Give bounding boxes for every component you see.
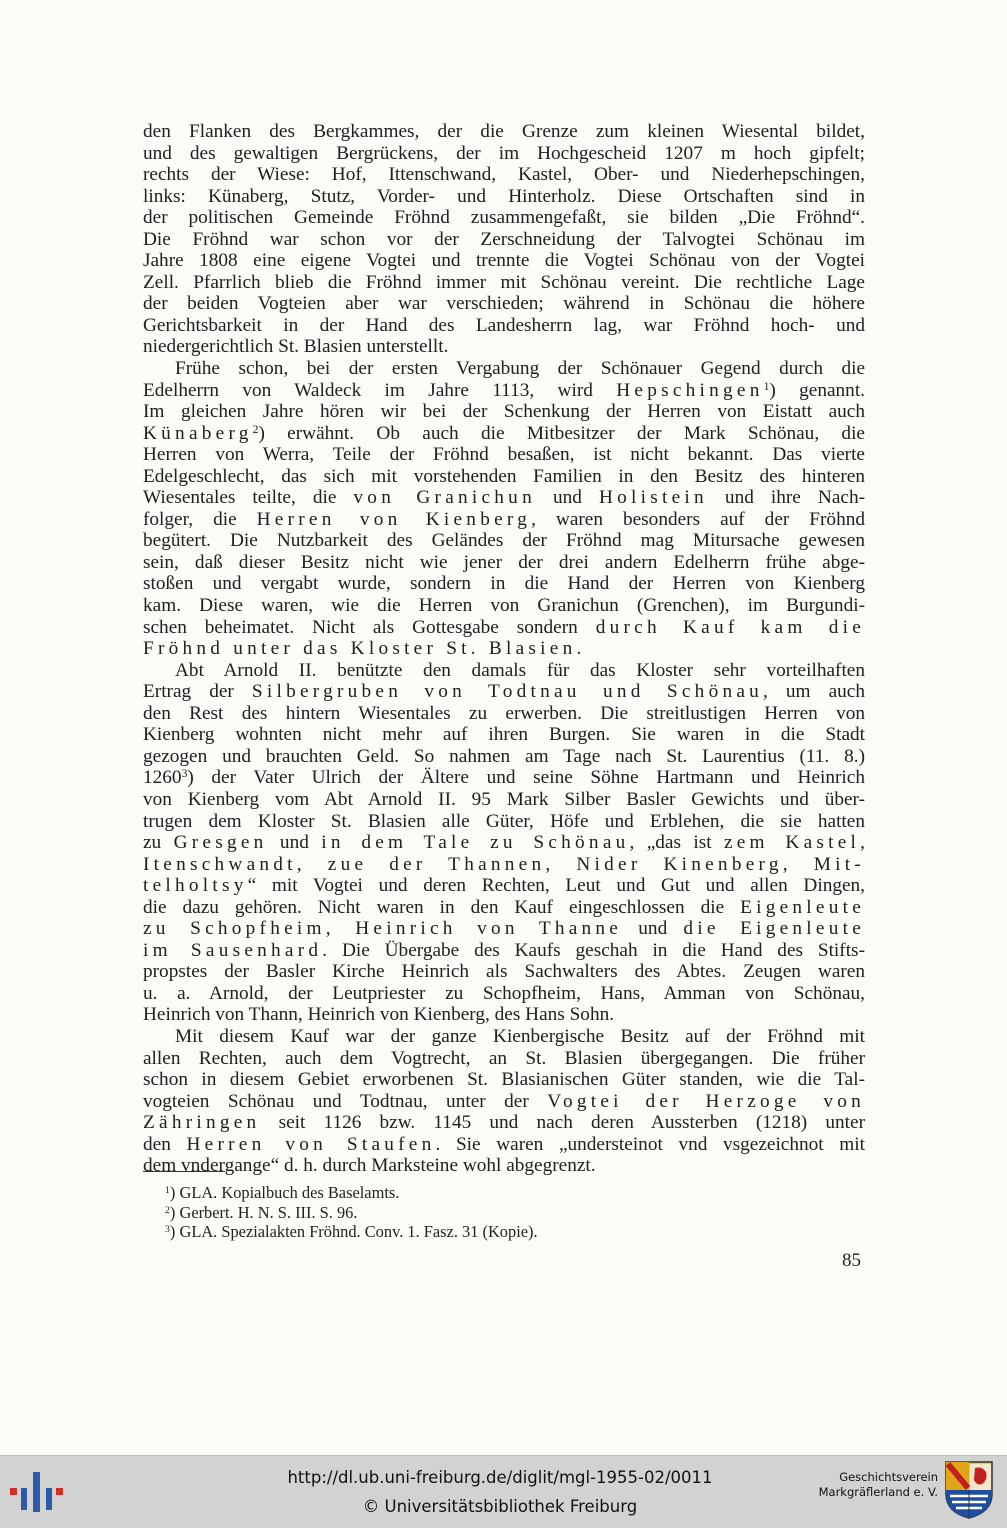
text-run: und des gewaltigen Bergrückens, der im Hochgescheid 1207 m hoch gipfelt; (143, 142, 865, 164)
text-run: , (860, 832, 865, 854)
spaced-emphasis: Holistein (598, 487, 708, 509)
spaced-emphasis: Zähringen (143, 1112, 261, 1134)
text-line (143, 918, 865, 940)
text-run: Edelgeschlecht, das sich mit vorstehenden Familien in den Besitz des hinteren (143, 465, 865, 487)
text-run: . (576, 638, 582, 660)
text-run: Wiesentales teilte, die (143, 487, 354, 509)
text-line (143, 552, 865, 574)
text-line (143, 466, 865, 488)
text-run: vogteien Schönau und Todtnau, unter der (143, 1090, 548, 1112)
text-run: der beiden Vogteien aber war verschieden; während in Schönau die höhere (143, 293, 865, 315)
text-run: Abt Arnold II. benützte den damals für das Kloster sehr vorteilhaften (175, 659, 865, 681)
footnote (165, 1183, 865, 1203)
text-run: den Flanken des Bergkammes, der die Grenze zum kleinen Wiesental bildet, (143, 121, 865, 142)
text-line (143, 530, 865, 552)
text-run: die dazu gehören. Nicht waren in den Kauf eingeschlossen die (143, 896, 741, 918)
spaced-emphasis: Itenschwandt, zue der Thannen, Nider Kinenberg, Mit- (143, 853, 865, 875)
text-run: Im gleichen Jahre hören wir bei der Schenkung der Herren von Eistatt auch (143, 401, 865, 423)
text-run: und (267, 832, 322, 854)
text-line (143, 811, 865, 833)
text-run: ) der Vater Ulrich der Ältere und seine Söhne Hartmann und Heinrich (187, 767, 865, 789)
text-line (143, 875, 865, 897)
footnote (165, 1203, 865, 1223)
text-line (143, 767, 865, 789)
text-run: , um auch (763, 681, 865, 703)
text-run: . Die Übergabe des Kaufs geschah in die Hand des Stifts- (322, 939, 865, 961)
text-run: , „das ist (629, 832, 724, 854)
footnote-rule (143, 1171, 225, 1172)
markgraeflerland-crest-icon[interactable] (944, 1460, 994, 1520)
text-run: dem vndergange“ d. h. durch Marksteine wohl abgegrenzt. (143, 1155, 596, 1177)
text-run: “ mit Vogtei und deren Rechten, Leut und Gut und allen Dingen, (247, 875, 865, 897)
spaced-emphasis: von Granichun (353, 487, 536, 509)
body-text (143, 121, 865, 1177)
footnote-marker: 2 (165, 1204, 170, 1216)
spaced-emphasis: Herren von Kienberg (256, 508, 532, 530)
spaced-emphasis: Gresgen (173, 832, 268, 854)
text-line (143, 703, 865, 725)
spaced-emphasis: Vogtei der Herzoge von (547, 1090, 865, 1112)
footnote-ref[interactable]: 2 (252, 422, 259, 436)
text-line (143, 638, 865, 660)
text-run: Herren von Werra, Teile der Fröhnd besaßen, ist nicht bekannt. Das vierte (143, 444, 865, 466)
spaced-emphasis: die Eigenleute (683, 918, 866, 940)
text-line (143, 1004, 865, 1026)
text-line (143, 509, 865, 531)
text-run: Zell. Pfarrlich blieb die Fröhnd immer mit Schönau vereint. Die rechtliche Lage (143, 271, 865, 293)
text-line (143, 401, 865, 423)
text-line (143, 164, 865, 186)
footnotes (165, 1183, 865, 1242)
text-line (143, 789, 865, 811)
spaced-emphasis: Silbergruben von Todtnau und Schönau (251, 681, 764, 703)
footnote-marker: 3 (165, 1224, 170, 1236)
text-run: Gerichtsbarkeit in der Hand des Landesherrn lag, war Fröhnd hoch- und (143, 314, 865, 336)
text-line (143, 1091, 865, 1113)
text-run: allen Rechten, auch dem Vogtrecht, an St. Blasien übergegangen. Die früher (143, 1047, 865, 1069)
society-name-line1: Geschichtsverein (839, 1470, 938, 1484)
footnote-text: ) GLA. Spezialakten Fröhnd. Conv. 1. Fasz. 31 (Kopie). (169, 1222, 538, 1242)
spaced-emphasis: im Sausenhard (143, 939, 323, 961)
text-run: und (622, 918, 684, 940)
text-run: zu (143, 832, 174, 854)
text-line (143, 444, 865, 466)
spaced-emphasis: Eigenleute (740, 896, 865, 918)
text-line (143, 940, 865, 962)
text-run: und (535, 487, 599, 509)
footnote-marker: 1 (165, 1185, 170, 1197)
text-run: kam. Diese waren, wie die Herren von Granichun (Grenchen), im Burgundi- (143, 595, 865, 617)
text-run: Die Fröhnd war schon vor der Zerschneidung der Talvogtei Schönau im (143, 228, 865, 250)
spaced-emphasis: zu Schopfheim, Heinrich von Thanne (143, 918, 623, 940)
text-line (143, 487, 865, 509)
text-line (143, 1134, 865, 1156)
text-line (143, 121, 865, 143)
text-run: ) genannt. (769, 379, 865, 401)
society-name-line2: Markgräflerland e. V. (818, 1485, 938, 1499)
text-line (143, 186, 865, 208)
text-line (143, 272, 865, 294)
text-run: stoßen und vergabt wurde, sondern in die Hand der Herren von Kienberg (143, 573, 865, 595)
spaced-emphasis: durch Kauf kam die (595, 616, 866, 638)
text-run: Jahre 1808 eine eigene Vogtei und trennte die Vogtei Schönau von der Vogtei (143, 250, 865, 272)
text-run: den (143, 1133, 187, 1155)
document-url-link[interactable]: http://dl.ub.uni-freiburg.de/diglit/mgl-1955-02/0011 (287, 1468, 713, 1487)
text-line (143, 746, 865, 768)
text-run: links: Künaberg, Stutz, Vorder- und Hinterholz. Diese Ortschaften sind in (143, 185, 865, 207)
text-run: sein, daß dieser Besitz nicht wie jener der drei andern Edelherrn frühe abge- (143, 551, 865, 573)
text-line (143, 983, 865, 1005)
text-run: ) erwähnt. Ob auch die Mitbesitzer der Mark Schönau, die (258, 422, 865, 444)
text-line (143, 724, 865, 746)
text-run: rechts der Wiese: Hof, Ittenschwand, Kastel, Ober- und Niederhepschingen, (143, 164, 865, 186)
text-line (143, 336, 865, 358)
text-line (143, 315, 865, 337)
footnote-text: ) GLA. Kopialbuch des Baselamts. (169, 1183, 400, 1202)
text-run: Edelherrn von Waldeck im Jahre 1113, wird (143, 379, 617, 401)
spaced-emphasis: telholtsy (143, 875, 248, 897)
footnote-ref[interactable]: 3 (181, 767, 188, 781)
text-line (143, 681, 865, 703)
footnote-text: ) Gerbert. H. N. S. III. S. 96. (169, 1202, 358, 1222)
spaced-emphasis: Fröhnd unter das Kloster St. Blasien (143, 638, 577, 660)
spaced-emphasis: Herren von Staufen (186, 1133, 436, 1155)
text-line (143, 250, 865, 272)
text-line (143, 832, 865, 854)
text-run: Kienberg wohnten nicht mehr auf ihren Burgen. Sie waren in die Stadt (143, 724, 865, 746)
text-line (143, 358, 865, 380)
text-run: u. a. Arnold, der Leutpriester zu Schopfheim, Hans, Amman von Schönau, (143, 982, 865, 1004)
text-run: gezogen und brauchten Geld. So nahmen am Tage nach St. Laurentius (11. 8.) (143, 745, 865, 767)
text-line (143, 617, 865, 639)
text-run: Frühe schon, bei der ersten Vergabung der Schönauer Gegend durch die (175, 358, 865, 380)
text-run: Ertrag der (143, 681, 252, 703)
text-line (143, 293, 865, 315)
text-run: und ihre Nach- (707, 487, 866, 509)
text-run: den Rest des hintern Wiesentales zu erwerben. Die streitlustigen Herren von (143, 702, 865, 724)
text-line (143, 143, 865, 165)
text-line (143, 854, 865, 876)
text-run: Heinrich von Thann, Heinrich von Kienberg, des Hans Sohn. (143, 1004, 615, 1026)
text-run: der politischen Gemeinde Fröhnd zusammengefaßt, sie bilden „Die Fröhnd“. (143, 207, 865, 229)
spaced-emphasis: Künaberg (143, 422, 253, 444)
text-line (143, 1069, 865, 1091)
text-line (143, 229, 865, 251)
text-run: Mit diesem Kauf war der ganze Kienbergische Besitz auf der Fröhnd mit (175, 1025, 865, 1047)
spaced-emphasis: Hepschingen (616, 379, 764, 401)
spaced-emphasis: zem Kastel (723, 832, 861, 854)
text-line (143, 660, 865, 682)
text-line (143, 380, 865, 402)
text-line (143, 207, 865, 229)
text-line (143, 961, 865, 983)
text-run: von Kienberg vom Abt Arnold II. 95 Mark Silber Basler Gewichts und über- (143, 788, 865, 810)
spaced-emphasis: in dem Tale zu Schönau (321, 832, 630, 854)
text-line (143, 1048, 865, 1070)
text-run: folger, die (143, 508, 257, 530)
text-run: . Sie waren „understeinot vnd vsgezeichnot mit (435, 1133, 865, 1155)
text-run: trugen dem Kloster St. Blasien alle Güter, Höfe und Erblehen, die sie hatten (143, 810, 865, 832)
text-line (143, 1112, 865, 1134)
text-line (143, 595, 865, 617)
text-run: begütert. Die Nutzbarkeit des Geländes der Fröhnd mag Mitursache gewesen (143, 530, 865, 552)
text-line (143, 573, 865, 595)
text-run: niedergerichtlich St. Blasien unterstellt. (143, 336, 449, 358)
footnote (165, 1222, 865, 1242)
text-line (143, 1026, 865, 1048)
text-line (143, 897, 865, 919)
text-run: propstes der Basler Kirche Heinrich als Sachwalters des Abtes. Zeugen waren (143, 961, 865, 983)
text-line (143, 1155, 865, 1177)
society-name (806, 1470, 938, 1500)
footnote-ref[interactable]: 1 (763, 379, 770, 393)
page-number: 85 (842, 1250, 861, 1271)
text-run: seit 1126 bzw. 1145 und nach deren Aussterben (1218) unter (260, 1112, 865, 1134)
copyright-notice: © Universitätsbibliothek Freiburg (362, 1497, 638, 1516)
text-run: , waren besonders auf der Fröhnd (531, 508, 865, 530)
text-run: 1260 (143, 767, 182, 789)
text-run: schon in diesem Gebiet erworbenen St. Blasianischen Güter standen, wie die Tal- (143, 1069, 865, 1091)
ub-freiburg-logo-icon[interactable] (8, 1464, 66, 1520)
text-run: schen beheimatet. Nicht als Gottesgabe sondern (143, 616, 596, 638)
text-line (143, 423, 865, 445)
